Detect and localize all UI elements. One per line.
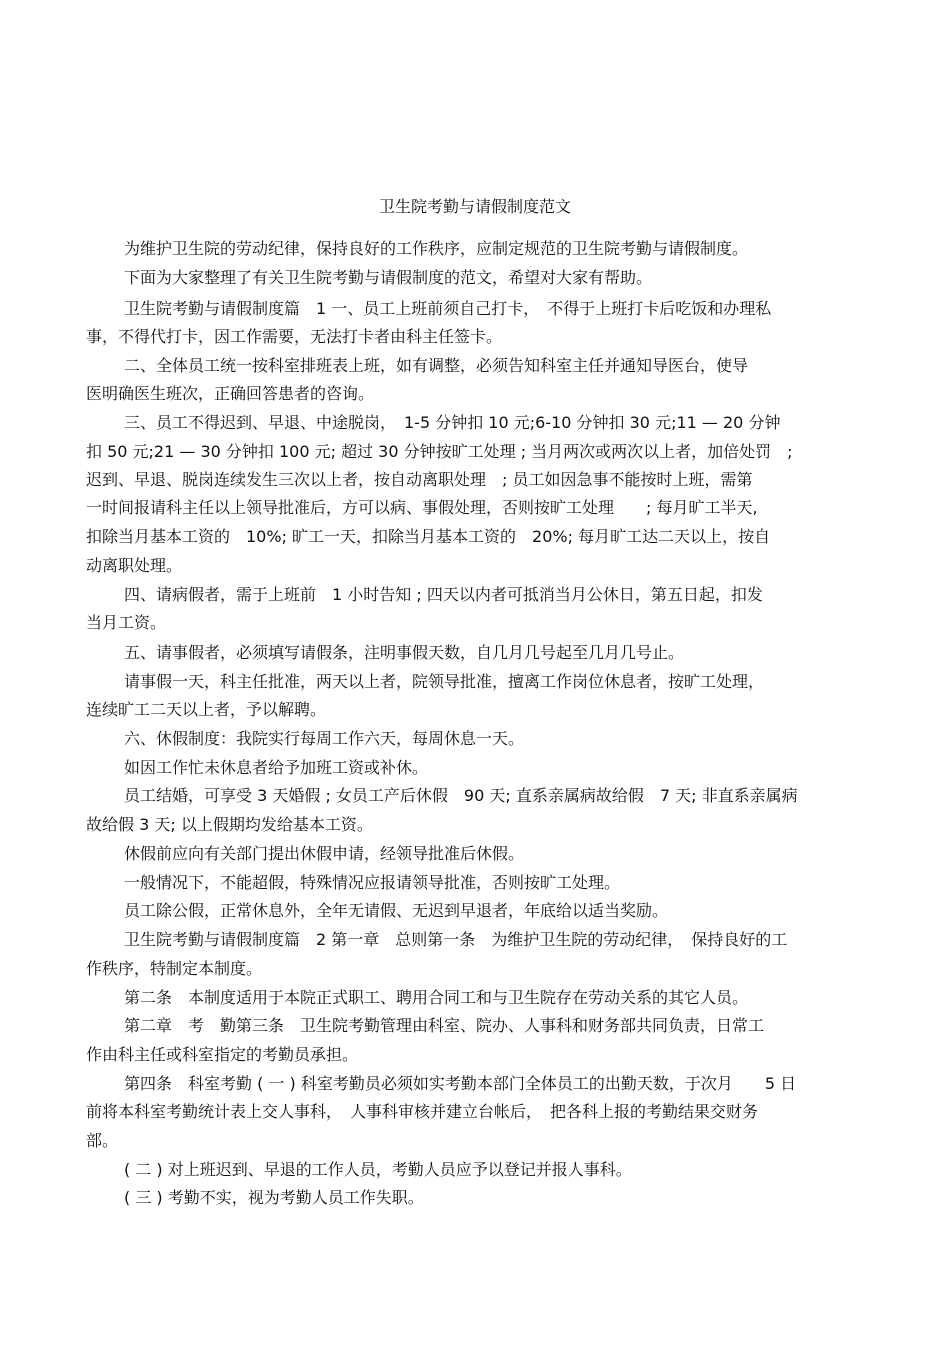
text-line: 故给假 3 天; 以上假期均发给基本工资。 <box>86 815 373 834</box>
text-line: 二、全体员工统一按科室排班表上班，如有调整，必须告知科室主任并通知导医台，使导 <box>124 356 749 375</box>
text-line: 卫生院考勤与请假制度篇 1 一、员工上班前须自己打卡， 不得于上班打卡后吃饭和办理私 <box>124 299 772 318</box>
text-line: 员工结婚，可享受 3 天婚假 ; 女员工产后休假 90 天; 直系亲属病故给假 7 天; 非直系亲属病 <box>124 786 798 805</box>
text-line: 第二条 本制度适用于本院正式职工、聘用合同工和与卫生院存在劳动关系的其它人员。 <box>124 988 749 1007</box>
text-line: 三、员工不得迟到、早退、中途脱岗， 1-5 分钟扣 10 元;6-10 分钟扣 30 元;11 — 20 分钟 <box>124 413 781 432</box>
text-line: 前将本科室考勤统计表上交人事科， 人事科审核并建立台帐后， 把各科上报的考勤结果交财务 <box>86 1102 759 1121</box>
text-line: 四、请病假者，需于上班前 1 小时告知 ; 四天以内者可抵消当月公休日，第五日起，扣发 <box>124 585 763 604</box>
text-line: 事，不得代打卡，因工作需要，无法打卡者由科主任签卡。 <box>86 327 503 346</box>
text-line: 作秩序，特制定本制度。 <box>86 959 263 978</box>
text-line: 休假前应向有关部门提出休假申请，经领导批准后休假。 <box>124 844 525 863</box>
text-line: 作由科主任或科室指定的考勤员承担。 <box>86 1045 359 1064</box>
text-line: 请事假一天，科主任批准，两天以上者，院领导批准，擅离工作岗位休息者，按旷工处理， <box>124 672 765 691</box>
text-line: 动离职处理。 <box>86 556 183 575</box>
text-line: 五、请事假者，必须填写请假条，注明事假天数，自几月几号起至几月几号止。 <box>124 643 685 662</box>
text-line: 部。 <box>86 1131 119 1150</box>
text-line: 医明确医生班次，正确回答患者的咨询。 <box>86 384 375 403</box>
text-line: 一般情况下，不能超假，特殊情况应报请领导批准，否则按旷工处理。 <box>124 873 621 892</box>
text-line: 连续旷工二天以上者，予以解聘。 <box>86 700 327 719</box>
text-line: 卫生院考勤与请假制度篇 2 第一章 总则第一条 为维护卫生院的劳动纪律， 保持良好的工 <box>124 930 788 949</box>
text-line: 扣除当月基本工资的 10%; 旷工一天，扣除当月基本工资的 20%; 每月旷工达二天以上，按自 <box>86 527 771 546</box>
text-line: ( 二 ) 对上班迟到、早退的工作人员，考勤人员应予以登记并报人事科。 <box>124 1160 632 1179</box>
text-line: 迟到、早退、脱岗连续发生三次以上者，按自动离职处理 ; 员工如因急事不能按时上班，需第 <box>86 470 753 489</box>
text-line: 扣 50 元;21 — 30 分钟扣 100 元; 超过 30 分钟按旷工处理 ; 当月两次或两次以上者，加倍处罚 ; <box>86 442 793 461</box>
text-line: 员工除公假，正常休息外，全年无请假、无迟到早退者，年底给以适当奖励。 <box>124 901 669 920</box>
text-line: 下面为大家整理了有关卫生院考勤与请假制度的范文，希望对大家有帮助。 <box>124 268 653 287</box>
text-line: 六、休假制度：我院实行每周工作六天，每周休息一天。 <box>124 729 525 748</box>
text-line: ( 三 ) 考勤不实，视为考勤人员工作失职。 <box>124 1188 424 1207</box>
document-title: 卫生院考勤与请假制度范文 <box>378 197 571 216</box>
text-line: 第四条 科室考勤 ( 一 ) 科室考勤员必须如实考勤本部门全体员工的出勤天数，于次月 5 日 <box>124 1074 797 1093</box>
text-line: 为维护卫生院的劳动纪律，保持良好的工作秩序，应制定规范的卫生院考勤与请假制度。 <box>124 239 749 258</box>
text-line: 当月工资。 <box>86 613 167 632</box>
text-line: 一时间报请科主任以上领导批准后，方可以病、事假处理，否则按旷工处理 ; 每月旷工半天, <box>86 498 758 517</box>
text-line: 如因工作忙未休息者给予加班工资或补休。 <box>124 758 429 777</box>
text-line: 第二章 考 勤第三条 卫生院考勤管理由科室、院办、人事科和财务部共同负责，日常工 <box>124 1016 765 1035</box>
